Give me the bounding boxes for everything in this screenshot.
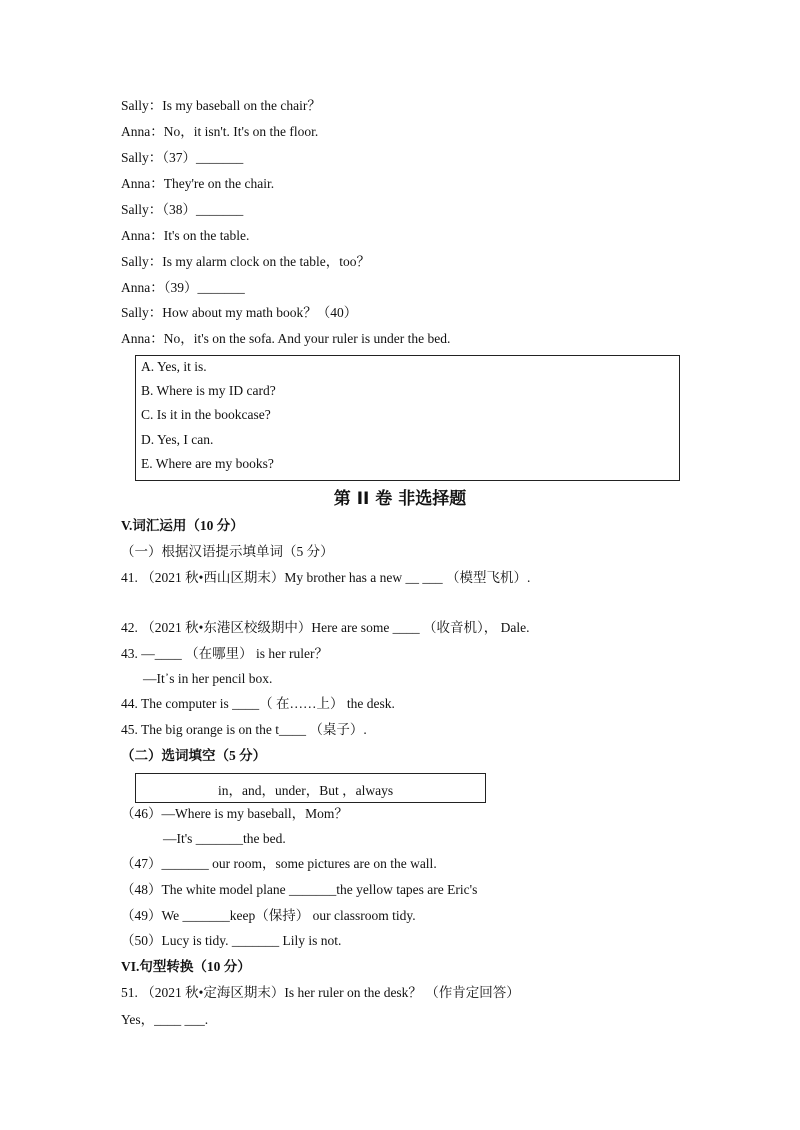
options-box	[135, 355, 680, 481]
question-43: 43. —____ （在哪里） is her ruler？	[121, 646, 328, 661]
question-45: 45. The big orange is on the t____ （桌子）.	[121, 722, 367, 737]
section5-sub1: （一）根据汉语提示填单词（5 分）	[121, 544, 334, 559]
dialogue-line-6: Anna：It's on the table.	[121, 228, 250, 243]
question-46: （46）—Where is my baseball，Mom？	[121, 806, 348, 821]
part2-title: 第 II 卷 非选择题	[333, 489, 467, 509]
word-bank-box	[135, 773, 486, 803]
dialogue-line-7: Sally：Is my alarm clock on the table，too？	[121, 254, 370, 269]
dialogue-line-5: Sally：（38）_______	[121, 202, 244, 217]
word-bank: in，and，under，But ，always	[218, 783, 394, 798]
option-a: A. Yes, it is.	[141, 359, 207, 374]
dialogue-line-9: Sally：How about my math book？（40）	[121, 305, 358, 320]
option-d: D. Yes, I can.	[141, 432, 214, 447]
question-43-answer: —It᾿s in her pencil box.	[143, 671, 273, 686]
option-e: E. Where are my books?	[141, 456, 274, 471]
dialogue-line-2: Anna：No，it isn't. It's on the floor.	[121, 124, 319, 139]
section5-heading: V.词汇运用（10 分）	[121, 518, 244, 533]
dialogue-line-10: Anna：No，it's on the sofa. And your ruler is under the bed.	[121, 331, 451, 346]
question-50: （50）Lucy is tidy. _______ Lily is not.	[121, 933, 342, 948]
option-c: C. Is it in the bookcase?	[141, 407, 271, 422]
question-51: 51. （2021 秋•定海区期末）Is her ruler on the desk？ （作肯定回答）	[121, 985, 520, 1000]
dialogue-line-3: Sally：（37）_______	[121, 150, 244, 165]
section5-sub2: （二）选词填空（5 分）	[121, 748, 267, 763]
question-47: （47）_______ our room，some pictures are on the wall.	[121, 856, 437, 871]
question-41: 41. （2021 秋•西山区期末）My brother has a new __ ___ （模型飞机）.	[121, 570, 531, 585]
question-46-answer: —It's _______the bed.	[163, 831, 286, 846]
dialogue-line-1: Sally：Is my baseball on the chair？	[121, 98, 321, 113]
question-49: （49）We _______keep（保持） our classroom tidy.	[121, 908, 416, 923]
question-44: 44. The computer is ____（ 在……上） the desk.	[121, 696, 395, 711]
dialogue-line-4: Anna：They're on the chair.	[121, 176, 275, 191]
question-42: 42. （2021 秋•东港区校级期中）Here are some ____ （收音机）， Dale.	[121, 620, 530, 635]
question-48: （48）The white model plane _______the yellow tapes are Eric's	[121, 882, 478, 897]
section6-heading: VI.句型转换（10 分）	[121, 959, 251, 974]
question-51-answer: Yes，____ ___.	[121, 1012, 209, 1027]
dialogue-line-8: Anna：（39）_______	[121, 280, 245, 295]
option-b: B. Where is my ID card?	[141, 383, 276, 398]
